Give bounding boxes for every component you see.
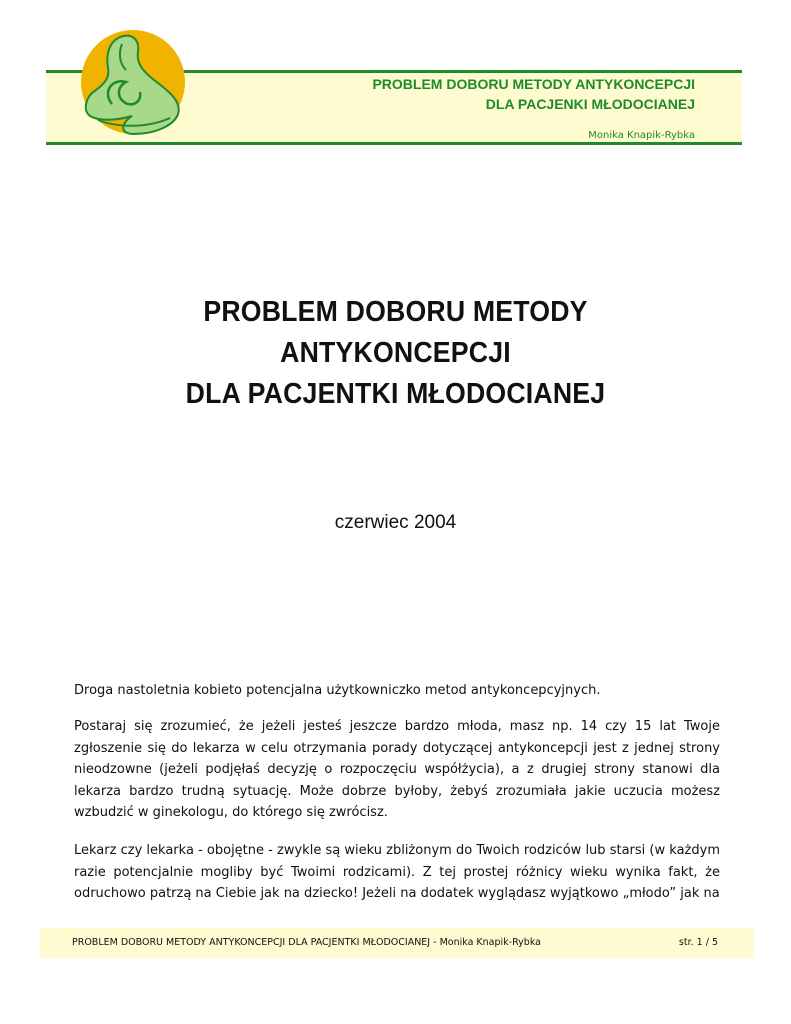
footer-band (40, 928, 754, 958)
page-number: str. 1 / 5 (678, 937, 718, 948)
mother-child-logo-icon (78, 30, 196, 142)
header-title-line1: PROBLEM DOBORU METODY ANTYKONCEPCJI (372, 76, 695, 92)
page-title-line3: DLA PACJENTKI MŁODOCIANEJ (185, 378, 606, 410)
page-title-line1: PROBLEM DOBORU METODY (203, 296, 588, 328)
footer-title: PROBLEM DOBORU METODY ANTYKONCEPCJI DLA PACJENTKI MŁODOCIANEJ - Monika Knapik-Rybka (72, 937, 541, 948)
header-author: Monika Knapik-Rybka (588, 130, 695, 141)
paragraph-1: Droga nastoletnia kobieto potencjalna użytkowniczko metod antykoncepcyjnych. (74, 683, 601, 698)
header-title-line2: DLA PACJENKI MŁODOCIANEJ (485, 96, 695, 112)
paragraph-3: Lekarz czy lekarka - obojętne - zwykle są wieku zbliżonym do Twoich rodziców lub starsi (w każdym razie potencjalnie mogliby być Twoimi rodzicami). Z tej prostej różnicy wieku wynika fakt, że odruchowo patrzą na Ciebie jak na dziecko! Jeżeli na dodatek wyglądasz wyjątkowo „młodo” jak na (74, 843, 720, 901)
paragraph-2: Postaraj się zrozumieć, że jeżeli jesteś jeszcze bardzo młoda, masz np. 14 czy 15 lat Twoje zgłoszenie się do lekarza w celu otrzymania porady dotyczącej antykoncepcji jest z jednej strony nieodzowne (jeżeli podjęłaś decyzję o rozpoczęciu współżycia), a z drugiej strony stanowi dla lekarza bardzo trudną sytuację. Może dobrze byłoby, żebyś zrozumiała jakie uczucia możesz wzbudzić w ginekologu, do którego się zwrócisz. (74, 719, 720, 820)
document-date: czerwiec 2004 (334, 512, 457, 533)
page-title-line2: ANTYKONCEPCJI (280, 337, 511, 369)
page-title (0, 292, 791, 415)
header-title (372, 74, 695, 114)
